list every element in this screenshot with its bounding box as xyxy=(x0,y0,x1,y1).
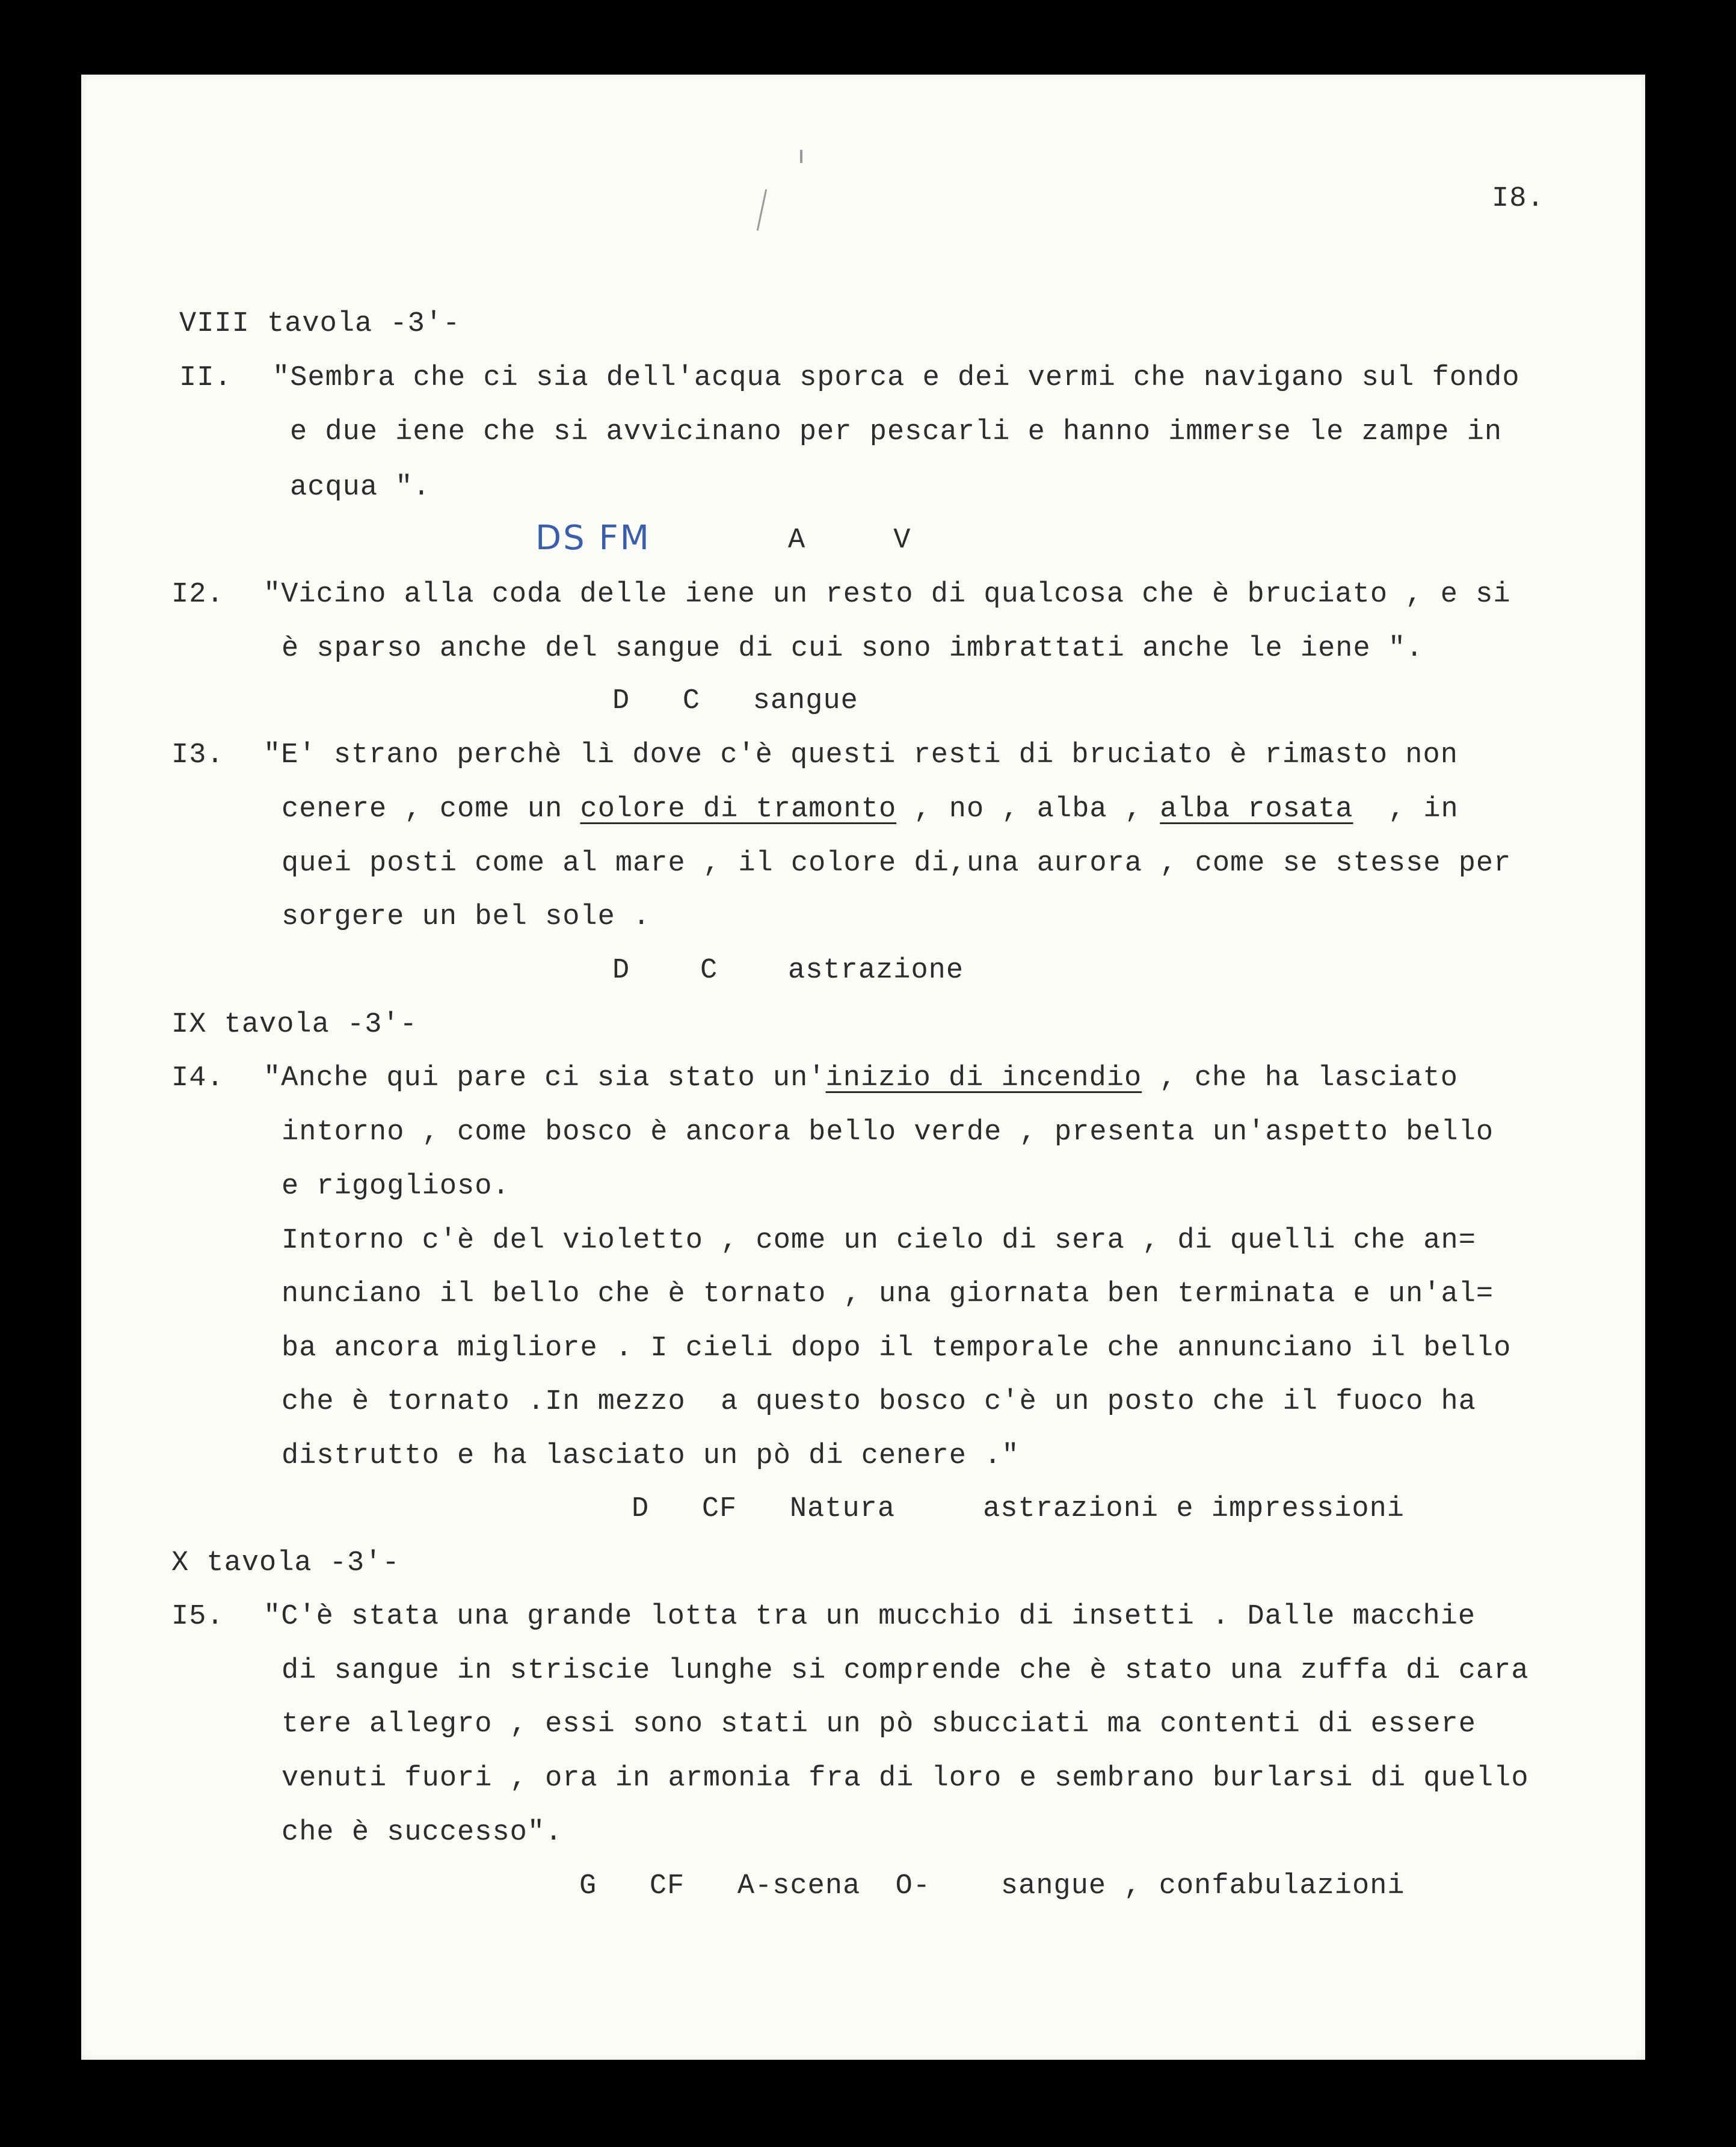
response-line: e due iene che si avvicinano per pescarli e hanno immerse le zampe in xyxy=(290,416,1503,448)
response-line: tere allegro , essi sono stati un pò sbucciati ma contenti di essere xyxy=(282,1708,1476,1740)
response-number: II. xyxy=(179,362,232,394)
response-line: quei posti come al mare , il colore di,una aurora , come se stesse per xyxy=(282,848,1512,879)
stray-mark xyxy=(800,150,802,163)
response-line: "E' strano perchè lì dove c'è questi resti di bruciato è rimasto non xyxy=(263,739,1458,771)
underlined-phrase: inizio di incendio xyxy=(825,1062,1142,1094)
response-number: I4. xyxy=(171,1062,224,1094)
response-line: che è successo". xyxy=(282,1817,563,1849)
underlined-phrase: colore di tramonto xyxy=(580,793,897,825)
response-line: "Anche qui pare ci sia stato un'inizio di incendio , che ha lasciato xyxy=(263,1062,1458,1094)
response-line: cenere , come un colore di tramonto , no , alba , alba rosata , in xyxy=(282,793,1459,825)
response-number: I5. xyxy=(171,1601,224,1633)
response-line: "Vicino alla coda delle iene un resto di qualcosa che è bruciato , e si xyxy=(263,579,1511,611)
section-header: IX tavola -3'- xyxy=(171,1009,417,1041)
response-line: "C'è stata una grande lotta tra un mucchio di insetti . Dalle macchie xyxy=(263,1601,1476,1633)
scoring-code: D C sangue xyxy=(612,685,858,717)
response-line: distrutto e ha lasciato un pò di cenere ." xyxy=(282,1440,1020,1472)
stray-mark xyxy=(757,189,767,230)
response-line: venuti fuori , ora in armonia fra di loro e sembrano burlarsi di quello xyxy=(282,1763,1529,1794)
typewritten-page xyxy=(81,75,1645,2060)
page-number: I8. xyxy=(1492,183,1545,215)
section-header: VIII tavola -3'- xyxy=(179,308,461,340)
response-line: nunciano il bello che è tornato , una giornata ben terminata e un'al= xyxy=(282,1278,1494,1310)
handwritten-annotation: DS FM xyxy=(535,519,651,558)
response-line: sorgere un bel sole . xyxy=(282,901,651,933)
response-line: è sparso anche del sangue di cui sono imbrattati anche le iene ". xyxy=(282,633,1424,665)
scoring-code: D CF Natura astrazioni e impressioni xyxy=(632,1493,1405,1525)
scoring-code: G CF A-scena O- sangue , confabulazioni xyxy=(579,1870,1405,1902)
response-number: I3. xyxy=(171,739,224,771)
scoring-code: D C astrazione xyxy=(612,955,964,987)
underlined-phrase: alba rosata xyxy=(1160,793,1353,825)
response-line: di sangue in striscie lunghe si comprende che è stato una zuffa di cara xyxy=(282,1655,1529,1687)
response-line: e rigoglioso. xyxy=(282,1171,510,1203)
scoring-code: A V xyxy=(788,525,911,556)
response-line: che è tornato .In mezzo a questo bosco c'è un posto che il fuoco ha xyxy=(282,1386,1476,1418)
section-header: X tavola -3'- xyxy=(171,1547,400,1579)
response-line: intorno , come bosco è ancora bello verde , presenta un'aspetto bello xyxy=(282,1117,1494,1148)
response-number: I2. xyxy=(171,579,224,611)
response-line: acqua ". xyxy=(290,472,431,504)
response-line: "Sembra che ci sia dell'acqua sporca e dei vermi che navigano sul fondo xyxy=(272,362,1520,394)
response-line: Intorno c'è del violetto , come un cielo di sera , di quelli che an= xyxy=(282,1225,1476,1257)
response-line: ba ancora migliore . I cieli dopo il temporale che annunciano il bello xyxy=(282,1332,1512,1364)
